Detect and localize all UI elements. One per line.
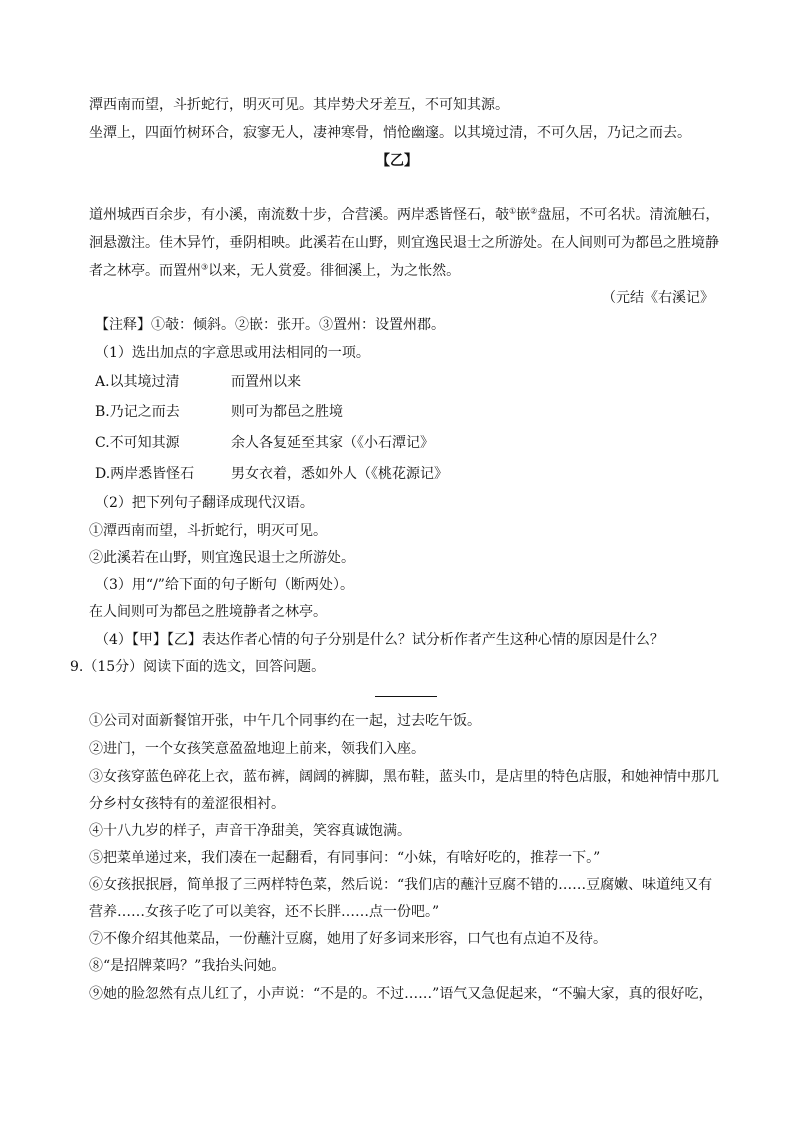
question-9-heading: 9.（15分）阅读下面的选文，回答问题。 bbox=[70, 659, 326, 675]
passage-paragraph-7: ⑦不像介绍其他菜品，一份蘸汁豆腐，她用了好多词来形容，口气也有点迫不及待。 bbox=[89, 931, 607, 947]
yi-line-2: 洄悬激注。佳木异竹，垂阴相映。此溪若在山野，则宜逸民退士之所游处。在人间则可为都邑之胜境静 bbox=[89, 235, 719, 251]
yi-heading: 【乙】 bbox=[376, 153, 418, 169]
passage-paragraph-6-line-1: ⑥女孩抿抿唇，简单报了三两样特色菜，然后说：“我们店的蘸汁豆腐不错的……豆腐嫩、味道纯又有 bbox=[89, 877, 713, 893]
passage-paragraph-9: ⑨她的脸忽然有点儿红了，小声说：“不是的。不过……”语气又急促起来，“不骗大家，真的很好吃， bbox=[89, 986, 713, 1002]
passage-paragraph-6-line-2: 营养……女孩子吃了可以美容，还不长胖……点一份吧。” bbox=[89, 904, 440, 920]
note-marker-2: ② bbox=[530, 206, 538, 216]
passage-paragraph-5: ⑤把菜单递过来，我们凑在一起翻看，有同事问：“小妹，有啥好吃的，推荐一下。” bbox=[89, 850, 601, 866]
question-3-sentence: 在人间则可为都邑之胜境静者之林亭。 bbox=[89, 604, 327, 620]
note-marker-1: ① bbox=[509, 206, 517, 216]
note-marker-3: ③ bbox=[201, 262, 209, 272]
question-4-prompt: （4）【甲】【乙】表达作者心情的句子分别是什么？试分析作者产生这种心情的原因是什么？ bbox=[95, 632, 664, 648]
passage-paragraph-1: ①公司对面新餐馆开张，中午几个同事约在一起，过去吃午饭。 bbox=[89, 713, 481, 729]
passage-paragraph-3-line-2: 分乡村女孩特有的羞涩很相衬。 bbox=[89, 796, 285, 812]
question-1-prompt: （1）选出加点的字意思或用法相同的一项。 bbox=[95, 345, 370, 361]
question-3-prompt: （3）用“/”给下面的句子断句（断两处）。 bbox=[95, 577, 354, 593]
jia-line-1: 潭西南而望，斗折蛇行，明灭可见。其岸势犬牙差互，不可知其源。 bbox=[89, 97, 509, 113]
passage-paragraph-4: ④十八九岁的样子，声音干净甜美，笑容真诚饱满。 bbox=[89, 823, 411, 839]
yi-line-3: 者之林亭。而置州③以来，无人赏爱。徘徊溪上，为之怅然。 bbox=[89, 262, 461, 279]
yi-line-1: 道州城西百余步，有小溪，南流数十步，合营溪。两岸悉皆怪石，攲①嵌②盘屈，不可名状。清流触石， bbox=[89, 206, 720, 223]
source-citation: （元结《右溪记》 bbox=[602, 290, 714, 306]
question-2-prompt: （2）把下列句子翻译成现代汉语。 bbox=[95, 495, 314, 511]
exam-page: 潭西南而望，斗折蛇行，明灭可见。其岸势犬牙差互，不可知其源。 坐潭上，四面竹树环合，寂寥无人，凄神寒骨，悄怆幽邃。以其境过清，不可久居，乃记之而去。 【乙】 道州城西百余步，有小溪，南流数十步，合营溪。两岸悉皆怪石，攲①嵌②盘屈，不可名状。清流触石， 洄悬激注。佳木异竹，垂阴相映。此溪若在山野，则宜逸民退士之所游处。在人间则可为都邑之胜境静 者之林亭。而置州③以来，无人赏爱。徘徊溪上，为之怅然。 （元结《右溪记》 【注释】①攲：倾斜。②嵌：张开。③置州：设置州郡。 （1）选出加点的字意思或用法相同的一项。 A.以其境过清 而置州以来 B.乃记之而去 则可为都邑之胜境 C.不可知其源 余人各复延至其家（《小石潭记》 D.两岸悉皆怪石 男女衣着，悉如外人（《桃花源记》 （2）把下列句子翻译成现代汉语。 ①潭西南而望，斗折蛇行，明灭可见。 ②此溪若在山野，则宜逸民退士之所游处。 （3）用“/”给下面的句子断句（断两处）。 在人间则可为都邑之胜境静者之林亭。 （4）【甲】【乙】表达作者心情的句子分别是什么？试分析作者产生这种心情的原因是什么？ 9.（15分）阅读下面的选文，回答问题。 ①公司对面新餐馆开张，中午几个同事约在一起，过去吃午饭。 ②进门，一个女孩笑意盈盈地迎上前来，领我们入座。 ③女孩穿蓝色碎花上衣，蓝布裤，阔阔的裤脚，黑布鞋，蓝头巾，是店里的特色店服，和她神情中那几 分乡村女孩特有的羞涩很相衬。 ④十八九岁的样子，声音干净甜美，笑容真诚饱满。 ⑤把菜单递过来，我们凑在一起翻看，有同事问：“小妹，有啥好吃的，推荐一下。” ⑥女孩抿抿唇，简单报了三两样特色菜，然后说：“我们店的蘸汁豆腐不错的……豆腐嫩、味道纯又有 营养……女孩子吃了可以美容，还不长胖……点一份吧。” ⑦不像介绍其他菜品，一份蘸汁豆腐，她用了好多词来形容，口气也有点迫不及待。 ⑧“是招牌菜吗？”我抬头问她。 ⑨她的脸忽然有点儿红了，小声说：“不是的。不过……”语气又急促起来，“不骗大家，真的很好吃， bbox=[0, 0, 794, 1123]
annotation-notes: 【注释】①攲：倾斜。②嵌：张开。③置州：设置州郡。 bbox=[95, 317, 445, 333]
passage-paragraph-8: ⑧“是招牌菜吗？”我抬头问她。 bbox=[89, 958, 286, 974]
title-blank-line bbox=[375, 696, 437, 697]
question-2-sentence-1: ①潭西南而望，斗折蛇行，明灭可见。 bbox=[89, 523, 327, 539]
passage-paragraph-3-line-1: ③女孩穿蓝色碎花上衣，蓝布裤，阔阔的裤脚，黑布鞋，蓝头巾，是店里的特色店服，和她神情中那几 bbox=[89, 769, 719, 785]
question-2-sentence-2: ②此溪若在山野，则宜逸民退士之所游处。 bbox=[89, 550, 355, 566]
passage-paragraph-2: ②进门，一个女孩笑意盈盈地迎上前来，领我们入座。 bbox=[89, 741, 425, 757]
jia-line-2: 坐潭上，四面竹树环合，寂寥无人，凄神寒骨，悄怆幽邃。以其境过清，不可久居，乃记之而去。 bbox=[89, 125, 691, 141]
